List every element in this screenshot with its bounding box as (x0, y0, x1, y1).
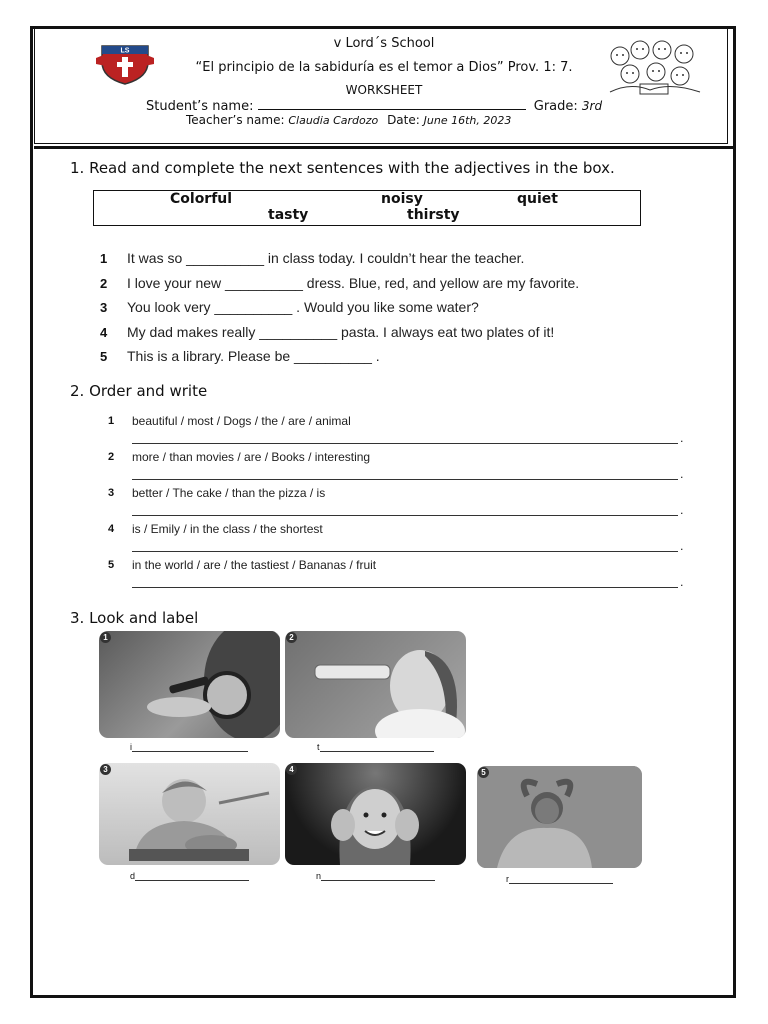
sentence-number: 1 (100, 251, 108, 266)
bible-verse: “El principio de la sabiduría es el temor a Dios” Prov. 1: 7. (195, 60, 573, 75)
end-period: . (680, 540, 684, 553)
label-line (132, 743, 248, 752)
label-letter: i (130, 742, 132, 752)
label-2[interactable] (317, 742, 434, 752)
photo-magnifying-glass (99, 631, 280, 738)
section1-heading: 1. Read and complete the next sentences with the adjectives in the box. (70, 159, 615, 177)
word-tasty: tasty (268, 207, 309, 223)
scrambled-words: better / The cake / than the pizza / is (132, 486, 326, 500)
scrambled-words: more / than movies / are / Books / interesting (132, 450, 371, 464)
answer-line-2[interactable] (132, 479, 678, 480)
section2-heading: 2. Order and write (70, 382, 208, 400)
end-period: . (680, 432, 684, 445)
item-number: 3 (108, 487, 115, 499)
answer-line-5[interactable] (132, 587, 678, 588)
photo-number: 4 (286, 764, 297, 775)
photo-number: 2 (286, 632, 297, 643)
label-line (509, 875, 613, 884)
date-label: Date: (387, 113, 420, 127)
item-number: 4 (108, 523, 115, 535)
end-period: . (680, 468, 684, 481)
scrambled-words: in the world / are / the tastiest / Bananas / fruit (132, 558, 377, 572)
label-1[interactable] (130, 742, 248, 752)
word-thirsty: thirsty (407, 207, 460, 223)
answer-line-4[interactable] (132, 551, 678, 552)
label-line (321, 872, 435, 881)
photo-boy-disliking-food (99, 763, 280, 865)
sentence-text: My dad makes really __________ pasta. I always eat two plates of it! (127, 324, 555, 340)
worksheet-title: WORKSHEET (345, 83, 423, 97)
label-4[interactable] (316, 871, 435, 881)
item-number: 2 (108, 451, 115, 463)
grade-value: 3rd (581, 99, 603, 113)
label-line (320, 743, 434, 752)
photo-girl-drinking (285, 631, 466, 738)
student-name-row (146, 97, 602, 114)
answer-line-1[interactable] (132, 443, 678, 444)
end-period: . (680, 576, 684, 589)
photo-number: 5 (478, 767, 489, 778)
grade-label: Grade: (533, 99, 578, 114)
sentence-number: 4 (100, 325, 108, 340)
teacher-label: Teacher’s name: (186, 113, 285, 127)
word-noisy: noisy (381, 191, 423, 207)
logo-text: LS (120, 47, 130, 55)
label-line (135, 872, 249, 881)
photo-girl-covering-ears (285, 763, 466, 865)
sentence-text: It was so __________ in class today. I couldn’t hear the teacher. (127, 250, 525, 266)
student-name-field[interactable] (258, 97, 526, 110)
label-3[interactable] (130, 871, 249, 881)
section3-heading: 3. Look and label (70, 609, 199, 627)
teacher-value: Claudia Cardozo (288, 114, 379, 127)
item-number: 5 (108, 559, 115, 571)
scrambled-words: beautiful / most / Dogs / the / are / animal (132, 414, 351, 428)
sentence-text: This is a library. Please be __________ . (127, 348, 380, 364)
photo-number: 1 (100, 632, 111, 643)
label-letter: n (316, 871, 322, 881)
photo-boy-relaxing (477, 766, 642, 868)
sentence-text: You look very __________ . Would you like some water? (127, 299, 479, 315)
answer-line-3[interactable] (132, 515, 678, 516)
sentence-number: 2 (100, 276, 108, 291)
end-period: . (680, 504, 684, 517)
label-letter: t (317, 742, 320, 752)
sentence-number: 3 (100, 300, 108, 315)
school-name: v Lord´s School (333, 36, 435, 51)
teacher-row (186, 113, 511, 127)
photo-number: 3 (100, 764, 111, 775)
label-letter: r (506, 874, 509, 884)
word-quiet: quiet (517, 191, 558, 207)
item-number: 1 (108, 415, 115, 427)
word-colorful: Colorful (170, 191, 233, 207)
scrambled-words: is / Emily / in the class / the shortest (132, 522, 323, 536)
label-letter: d (130, 871, 136, 881)
student-name-label: Student’s name: (146, 99, 254, 114)
sentence-number: 5 (100, 349, 108, 364)
date-value: June 16th, 2023 (423, 114, 512, 127)
label-5[interactable] (506, 874, 613, 884)
header-separator (34, 146, 734, 149)
sentence-text: I love your new __________ dress. Blue, red, and yellow are my favorite. (127, 275, 580, 291)
